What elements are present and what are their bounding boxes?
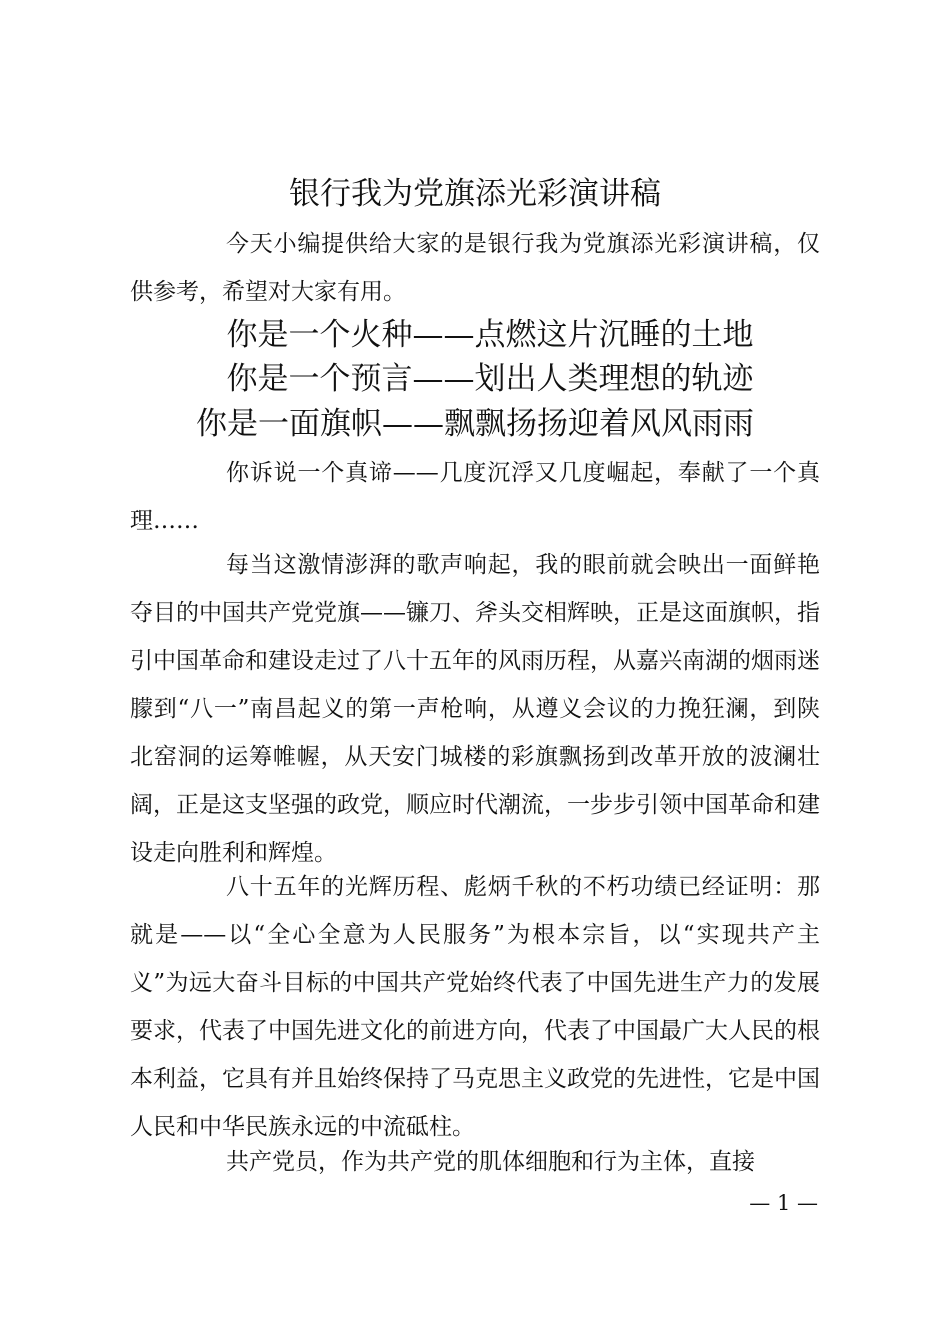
poem-line-1: 你是一个火种——点燃这片沉睡的土地 bbox=[226, 317, 754, 353]
body-paragraph-3: 八十五年的光辉历程、彪炳千秋的不朽功绩已经证明：那就是——以“全心全意为人民服务”为根本宗旨，以“实现共产主义”为远大奋斗目标的中国共产党始终代表了中国先进生产力的发展要求，代表了中国先进文化的前进方向，代表了中国最广大人民的根本利益，它具有并且始终保持了马克思主义政党的先进性，它是中国人民和中华民族永远的中流砥柱。 bbox=[130, 874, 820, 1140]
document-title: 银行我为党旗添光彩演讲稿 bbox=[289, 176, 661, 212]
body-paragraph-2: 每当这激情澎湃的歌声响起，我的眼前就会映出一面鲜艳夺目的中国共产党党旗——镰刀、斧头交相辉映，正是这面旗帜，指引中国革命和建设走过了八十五年的风雨历程，从嘉兴南湖的烟雨迷朦到“八一”南昌起义的第一声枪响，从遵义会议的力挽狂澜，到陕北窑洞的运筹帷幄，从天安门城楼的彩旗飘扬到改革开放的波澜壮阔，正是这支坚强的政党，顺应时代潮流，一步步引领中国革命和建设走向胜利和辉煌。 bbox=[130, 552, 820, 866]
poem-line-3: 你是一面旗帜——飘飘扬扬迎着风风雨雨 bbox=[196, 406, 754, 442]
intro-paragraph: 今天小编提供给大家的是银行我为党旗添光彩演讲稿，仅供参考，希望对大家有用。 bbox=[130, 231, 820, 305]
poem-line-2: 你是一个预言——划出人类理想的轨迹 bbox=[226, 361, 754, 397]
body-paragraph-4: 共产党员，作为共产党的肌体细胞和行为主体，直接 bbox=[226, 1149, 755, 1175]
body-paragraph-1: 你诉说一个真谛——几度沉浮又几度崛起，奉献了一个真理…… bbox=[130, 460, 820, 534]
page-number: — 1 — bbox=[749, 1191, 818, 1215]
